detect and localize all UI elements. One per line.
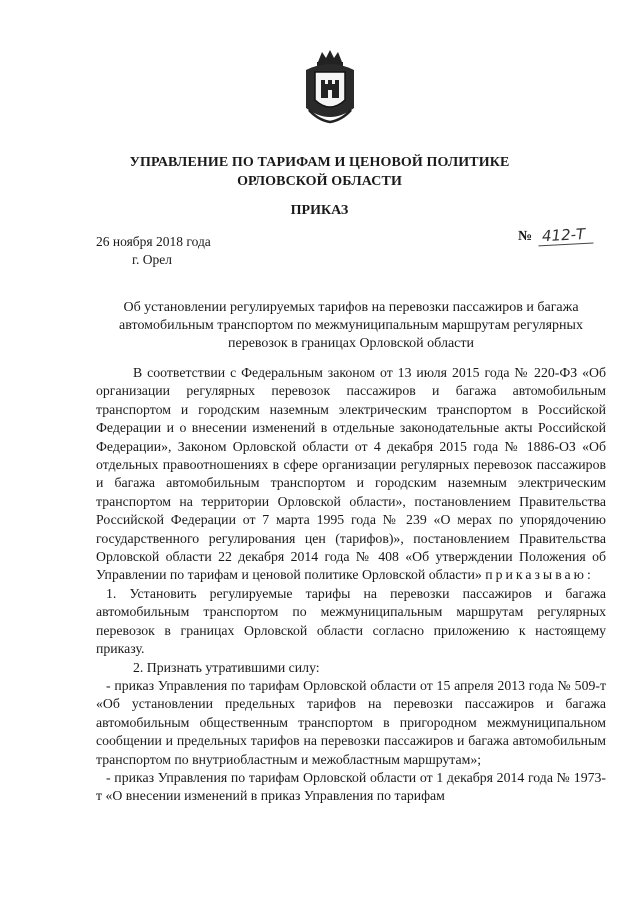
document-type: ПРИКАЗ bbox=[290, 203, 349, 218]
number-sign: № bbox=[518, 229, 533, 244]
preamble-paragraph bbox=[96, 364, 606, 585]
coat-of-arms-icon bbox=[300, 48, 360, 126]
org-name-line1: УПРАВЛЕНИЕ ПО ТАРИФАМ И ЦЕНОВОЙ ПОЛИТИКЕ bbox=[129, 155, 510, 170]
item-2: 2. Признать утратившими силу: bbox=[133, 659, 320, 675]
sub-item-2: - приказ Управления по тарифам Орловской области от 1 декабря 2014 года № 1973-т «О внесении изменений в приказ Управления по тарифам bbox=[96, 769, 606, 804]
document-subject: Об установлении регулируемых тарифов на перевозки пассажиров и багажа автомобильным транспортом по межмуниципальным маршрутам регулярных перевозок в границах Орловской области bbox=[119, 300, 583, 351]
document-city: г. Орел bbox=[132, 252, 172, 267]
preamble-text: В соответствии с Федеральным законом от 13 июля 2015 года № 220-ФЗ «Об организации регулярных перевозок пассажиров и багажа автомобильным транспортом и городским наземным электрическим транспортом в Российской Федерации и о внесении изменений в отдельные законодательные акты Российской Федерации», Законом Орловской области от 4 декабря 2015 года № 1886-ОЗ «Об отдельных правоотношениях в сфере организации регулярных перевозок пассажиров и багажа автомобильным транспортом и городским наземным электрическим транспортом на территории Орловской области», постановлением Правительства Российской Федерации от 7 марта 1995 года № 239 «О мерах по упорядочению государственного регулирования цен (тарифов)», постановлением Правительства Орловской области 22 декабря 2014 года № 408 «Об утверждении Положения об Управлении по тарифам и ценовой политике Орловской области» bbox=[96, 365, 606, 583]
item-1: 1. Установить регулируемые тарифы на перевозки пассажиров и багажа автомобильным транспортом по межмуниципальным маршрутам регулярных перевозок в границах Орловской области согласно приложению к настоящему приказу. bbox=[96, 585, 606, 657]
handwritten-number: 412-Т bbox=[538, 225, 594, 247]
document-date: 26 ноября 2018 года bbox=[96, 234, 211, 249]
order-word: приказываю: bbox=[485, 567, 594, 583]
sub-item-1: - приказ Управления по тарифам Орловской области от 15 апреля 2013 года № 509-т «Об установлении предельных тарифов на перевозки пассажиров и багажа автомобильным общественным транспортом в пригородном межмуниципальном сообщении и предельных тарифов на перевозки пассажиров и багажа автомобильным транспортом по внутриобластным и межобластным маршрутам»; bbox=[96, 677, 606, 767]
document-body bbox=[96, 364, 606, 806]
org-name-line2: ОРЛОВСКОЙ ОБЛАСТИ bbox=[237, 174, 402, 189]
document-number bbox=[518, 226, 593, 245]
